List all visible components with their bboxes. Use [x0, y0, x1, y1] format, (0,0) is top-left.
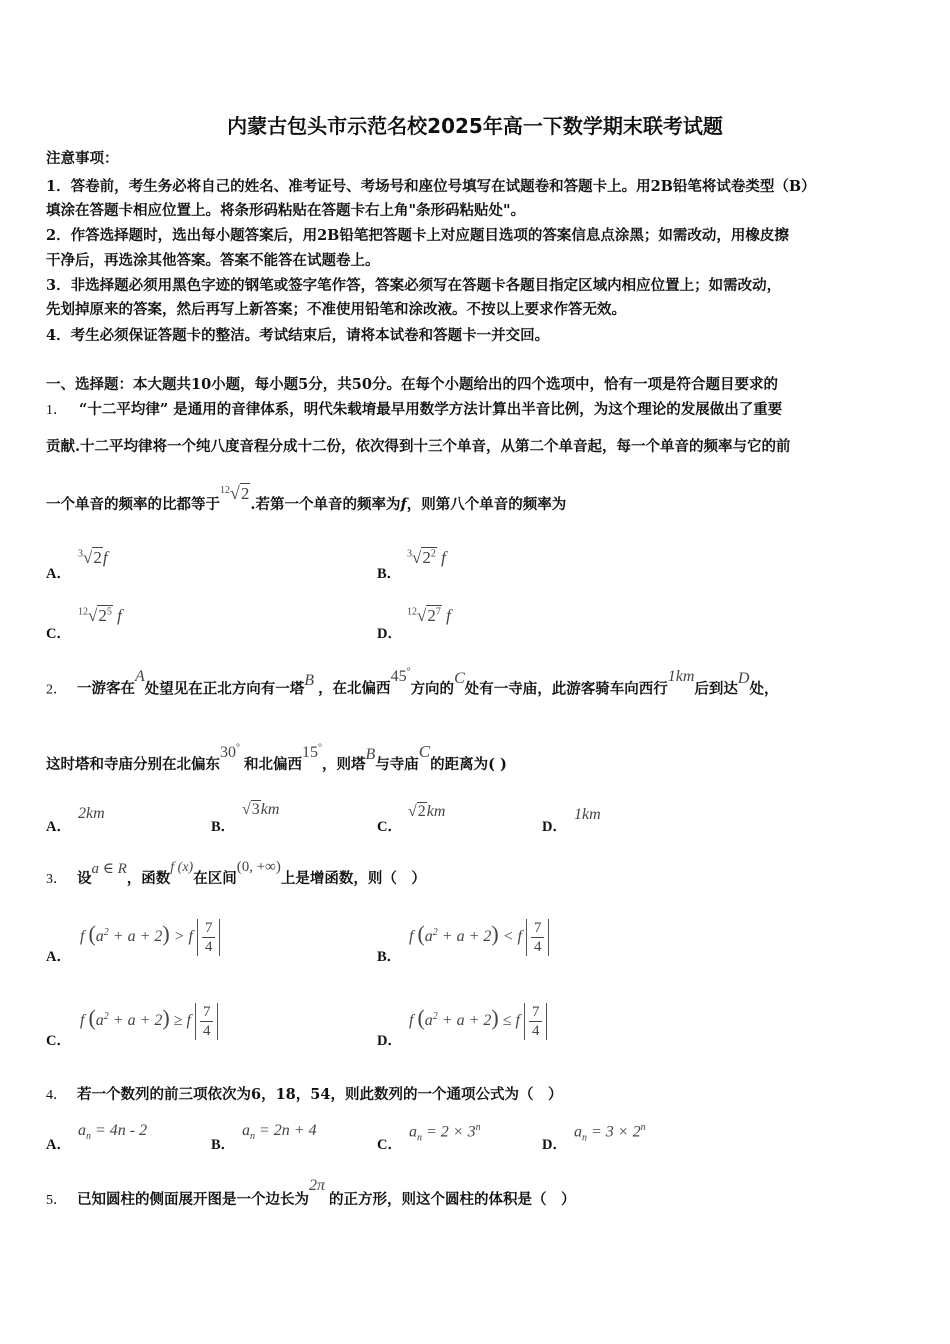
option-c[interactable]: C． [46, 1033, 71, 1049]
question-2-line2: 这时塔和寺庙分别在北偏东30°和北偏西15°，则塔B与寺庙C的距离为( ) [46, 742, 507, 773]
option-c-expr: √2km [408, 803, 446, 820]
option-a[interactable]: A． [46, 949, 71, 965]
option-a-expr: $^3$√2f [78, 548, 108, 567]
option-b[interactable]: B． [377, 566, 402, 582]
option-d[interactable]: D． [377, 1033, 402, 1049]
option-d-expr: f $(a^2 + a + 2) \le f$ $\frac{7}{4}$ [409, 1003, 547, 1040]
notice-line: 4．考生必须保证答题卡的整洁。考试结束后，请将本试卷和答题卡一并交回。 [46, 327, 550, 344]
section-heading: 一、选择题：本大题共10小题，每小题5分，共50分。在每个小题给出的四个选项中，恰有一项是符合题目要求的 [46, 376, 778, 393]
option-a[interactable]: A． [46, 566, 71, 582]
option-a-expr: $a_n = 4n - 2$ [78, 1122, 148, 1143]
question-number: 1． [46, 403, 67, 418]
option-a-expr: f $(a^2 + a + 2) > f$ $\frac{7}{4}$ [80, 919, 220, 956]
question-3-line1: 3． 设a ∈ R，函数f (x)在区间(0, +∞)上是增函数，则（ ） [46, 859, 426, 887]
question-1-line2: 贡献.十二平均律将一个纯八度音程分成十二份，依次得到十三个单音，从第二个单音起，每一个单音的频率与它的前 [46, 438, 791, 455]
notice-heading: 注意事项： [46, 150, 119, 167]
option-b-expr: √3km [242, 801, 280, 818]
option-b[interactable]: B． [377, 949, 402, 965]
notice-line: 1．答卷前，考生务必将自己的姓名、准考证号、考场号和座位号填写在试题卷和答题卡上。用2B铅笔将试卷类型（B） [46, 178, 816, 195]
option-d-expr: $^{12}√2^7$ f [407, 606, 451, 625]
notice-line: 干净后，再选涂其他答案。答案不能答在试题卷上。 [46, 252, 380, 269]
question-4-line1: 4． 若一个数列的前三项依次为6，18，54，则此数列的一个通项公式为（ ） [46, 1086, 563, 1103]
option-a[interactable]: A． [46, 819, 71, 835]
option-c-expr: f $(a^2 + a + 2) \ge f$ $\frac{7}{4}$ [80, 1003, 218, 1040]
notice-line: 2．作答选择题时，选出每小题答案后，用2B铅笔把答题卡上对应题目选项的答案信息点涂黑；如需改动，用橡皮擦 [46, 227, 789, 244]
option-c-expr: $^{12}√2^5$ f [78, 606, 122, 625]
option-b-expr: $a_n = 2n + 4$ [242, 1122, 317, 1143]
option-b[interactable]: B． [211, 1137, 236, 1153]
notice-line: 填涂在答题卡相应位置上。将条形码粘贴在答题卡右上角"条形码粘贴处"。 [46, 202, 526, 219]
option-d[interactable]: D． [542, 1137, 567, 1153]
option-c[interactable]: C． [46, 626, 71, 642]
option-b-expr: f $(a^2 + a + 2) < f$ $\frac{7}{4}$ [409, 919, 549, 956]
option-c[interactable]: C． [377, 1137, 402, 1153]
option-d[interactable]: D． [377, 626, 402, 642]
page-title: 内蒙古包头市示范名校2025年高一下数学期末联考试题 [227, 114, 723, 138]
question-2-line1: 2． 一游客在A处望见在正北方向有一塔B ，在北偏西45°方向的C处有一寺庙，此游客骑车向西行1km后到达D处， [46, 667, 779, 698]
question-5-line1: 5． 已知圆柱的侧面展开图是一个边长为2π的正方形，则这个圆柱的体积是（ ） [46, 1177, 576, 1208]
option-d[interactable]: D． [542, 819, 567, 835]
question-1-line1: 1． “十二平均律” 是通用的音律体系，明代朱载堉最早用数学方法计算出半音比例，为这个理论的发展做出了重要 [46, 401, 783, 418]
option-d-expr: $a_n = 3 \times 2^n$ [574, 1122, 646, 1144]
option-a-expr: 2km [78, 805, 105, 822]
option-b[interactable]: B． [211, 819, 236, 835]
question-1-line3: 一个单音的频率的比都等于$^{12}$√2.若第一个单音的频率为f，则第八个单音的频率为 [46, 483, 567, 513]
option-b-expr: $^3√2^2$ f [407, 548, 446, 567]
notice-line: 3．非选择题必须用黑色字迹的钢笔或签字笔作答，答案必须写在答题卡各题目指定区域内相应位置上；如需改动， [46, 277, 782, 294]
option-d-expr: 1km [574, 806, 601, 823]
notice-line: 先划掉原来的答案，然后再写上新答案；不准使用铅笔和涂改液。不按以上要求作答无效。 [46, 301, 626, 318]
option-c[interactable]: C． [377, 819, 402, 835]
option-a[interactable]: A． [46, 1137, 71, 1153]
option-c-expr: $a_n = 2 \times 3^n$ [409, 1122, 481, 1144]
